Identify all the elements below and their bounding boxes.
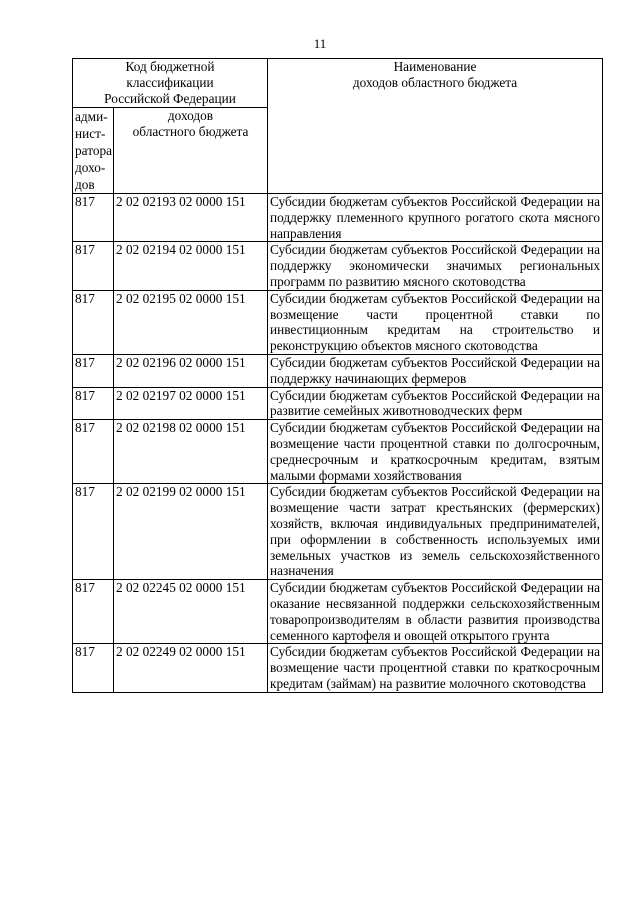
admin-header-line: дов	[75, 177, 95, 192]
classification-code-group-header	[73, 59, 268, 108]
group-header-line: Российской Федерации	[104, 91, 236, 106]
table-row	[73, 354, 603, 387]
budget-code-cell: 2 02 02245 02 0000 151	[114, 580, 268, 644]
income-name-cell: Субсидии бюджетам субъектов Российской Федерации на поддержку племенного крупного рогатого скота мясного направления	[268, 194, 603, 242]
admin-code-cell: 817	[73, 420, 114, 484]
group-header-line: классификации	[126, 75, 214, 90]
budget-code-cell: 2 02 02198 02 0000 151	[114, 420, 268, 484]
budget-code-cell: 2 02 02196 02 0000 151	[114, 354, 268, 387]
table-row	[73, 420, 603, 484]
income-header-line: доходов	[167, 108, 214, 123]
budget-code-cell: 2 02 02249 02 0000 151	[114, 644, 268, 692]
income-header-line: областного бюджета	[132, 123, 249, 139]
admin-header-line: нист-	[75, 126, 106, 141]
admin-header-line: дохо-	[75, 160, 106, 175]
table-row	[73, 484, 603, 580]
admin-header-line: ратора	[75, 143, 113, 158]
name-header-line: Наименование	[393, 59, 477, 74]
income-name-cell: Субсидии бюджетам субъектов Российской Федерации на оказание несвязанной поддержки сельскохозяйственным товаропроизводителям в области развития производства семенного картофеля и овощей открытого грунта	[268, 580, 603, 644]
income-name-cell: Субсидии бюджетам субъектов Российской Федерации на возмещение части процентной ставки по инвестиционным кредитам на строительство и реконструкцию объектов мясного скотоводства	[268, 290, 603, 354]
budget-code-cell: 2 02 02199 02 0000 151	[114, 484, 268, 580]
regional-income-header	[114, 108, 268, 194]
table-row	[73, 580, 603, 644]
admin-code-cell: 817	[73, 242, 114, 290]
name-header-line: доходов областного бюджета	[352, 74, 518, 90]
budget-code-cell: 2 02 02194 02 0000 151	[114, 242, 268, 290]
income-name-header	[268, 59, 603, 194]
admin-header-line: адми-	[75, 109, 108, 124]
budget-code-cell: 2 02 02197 02 0000 151	[114, 387, 268, 420]
income-name-cell: Субсидии бюджетам субъектов Российской Федерации на поддержку экономически значимых региональных программ по развитию мясного скотоводства	[268, 242, 603, 290]
income-name-cell: Субсидии бюджетам субъектов Российской Федерации на возмещение части процентной ставки по краткосрочным кредитам (займам) на развитие молочного скотоводства	[268, 644, 603, 692]
table-header-row-1	[73, 59, 603, 108]
budget-code-cell: 2 02 02195 02 0000 151	[114, 290, 268, 354]
page-number: 11	[313, 36, 327, 51]
income-name-cell: Субсидии бюджетам субъектов Российской Федерации на поддержку начинающих фермеров	[268, 354, 603, 387]
income-name-cell: Субсидии бюджетам субъектов Российской Федерации на развитие семейных животноводческих ферм	[268, 387, 603, 420]
admin-code-cell: 817	[73, 580, 114, 644]
admin-code-cell: 817	[73, 354, 114, 387]
admin-code-cell: 817	[73, 644, 114, 692]
table-row	[73, 194, 603, 242]
group-header-line: Код бюджетной	[125, 59, 215, 74]
budget-code-cell: 2 02 02193 02 0000 151	[114, 194, 268, 242]
admin-code-cell: 817	[73, 387, 114, 420]
administrator-header	[73, 108, 114, 194]
income-name-cell: Субсидии бюджетам субъектов Российской Федерации на возмещение части затрат крестьянских (фермерских) хозяйств, включая индивидуальных предпринимателей, при оформлении в собственность используемых ими земельных участков из земель сельскохозяйственного назначения	[268, 484, 603, 580]
table-row	[73, 644, 603, 692]
admin-code-cell: 817	[73, 194, 114, 242]
admin-code-cell: 817	[73, 484, 114, 580]
table-row	[73, 242, 603, 290]
budget-classification-table	[72, 58, 603, 693]
admin-code-cell: 817	[73, 290, 114, 354]
table-row	[73, 290, 603, 354]
table-row	[73, 387, 603, 420]
income-name-cell: Субсидии бюджетам субъектов Российской Федерации на возмещение части процентной ставки по долгосрочным, среднесрочным и краткосрочным кредитам, взятым малыми формами хозяйствования	[268, 420, 603, 484]
